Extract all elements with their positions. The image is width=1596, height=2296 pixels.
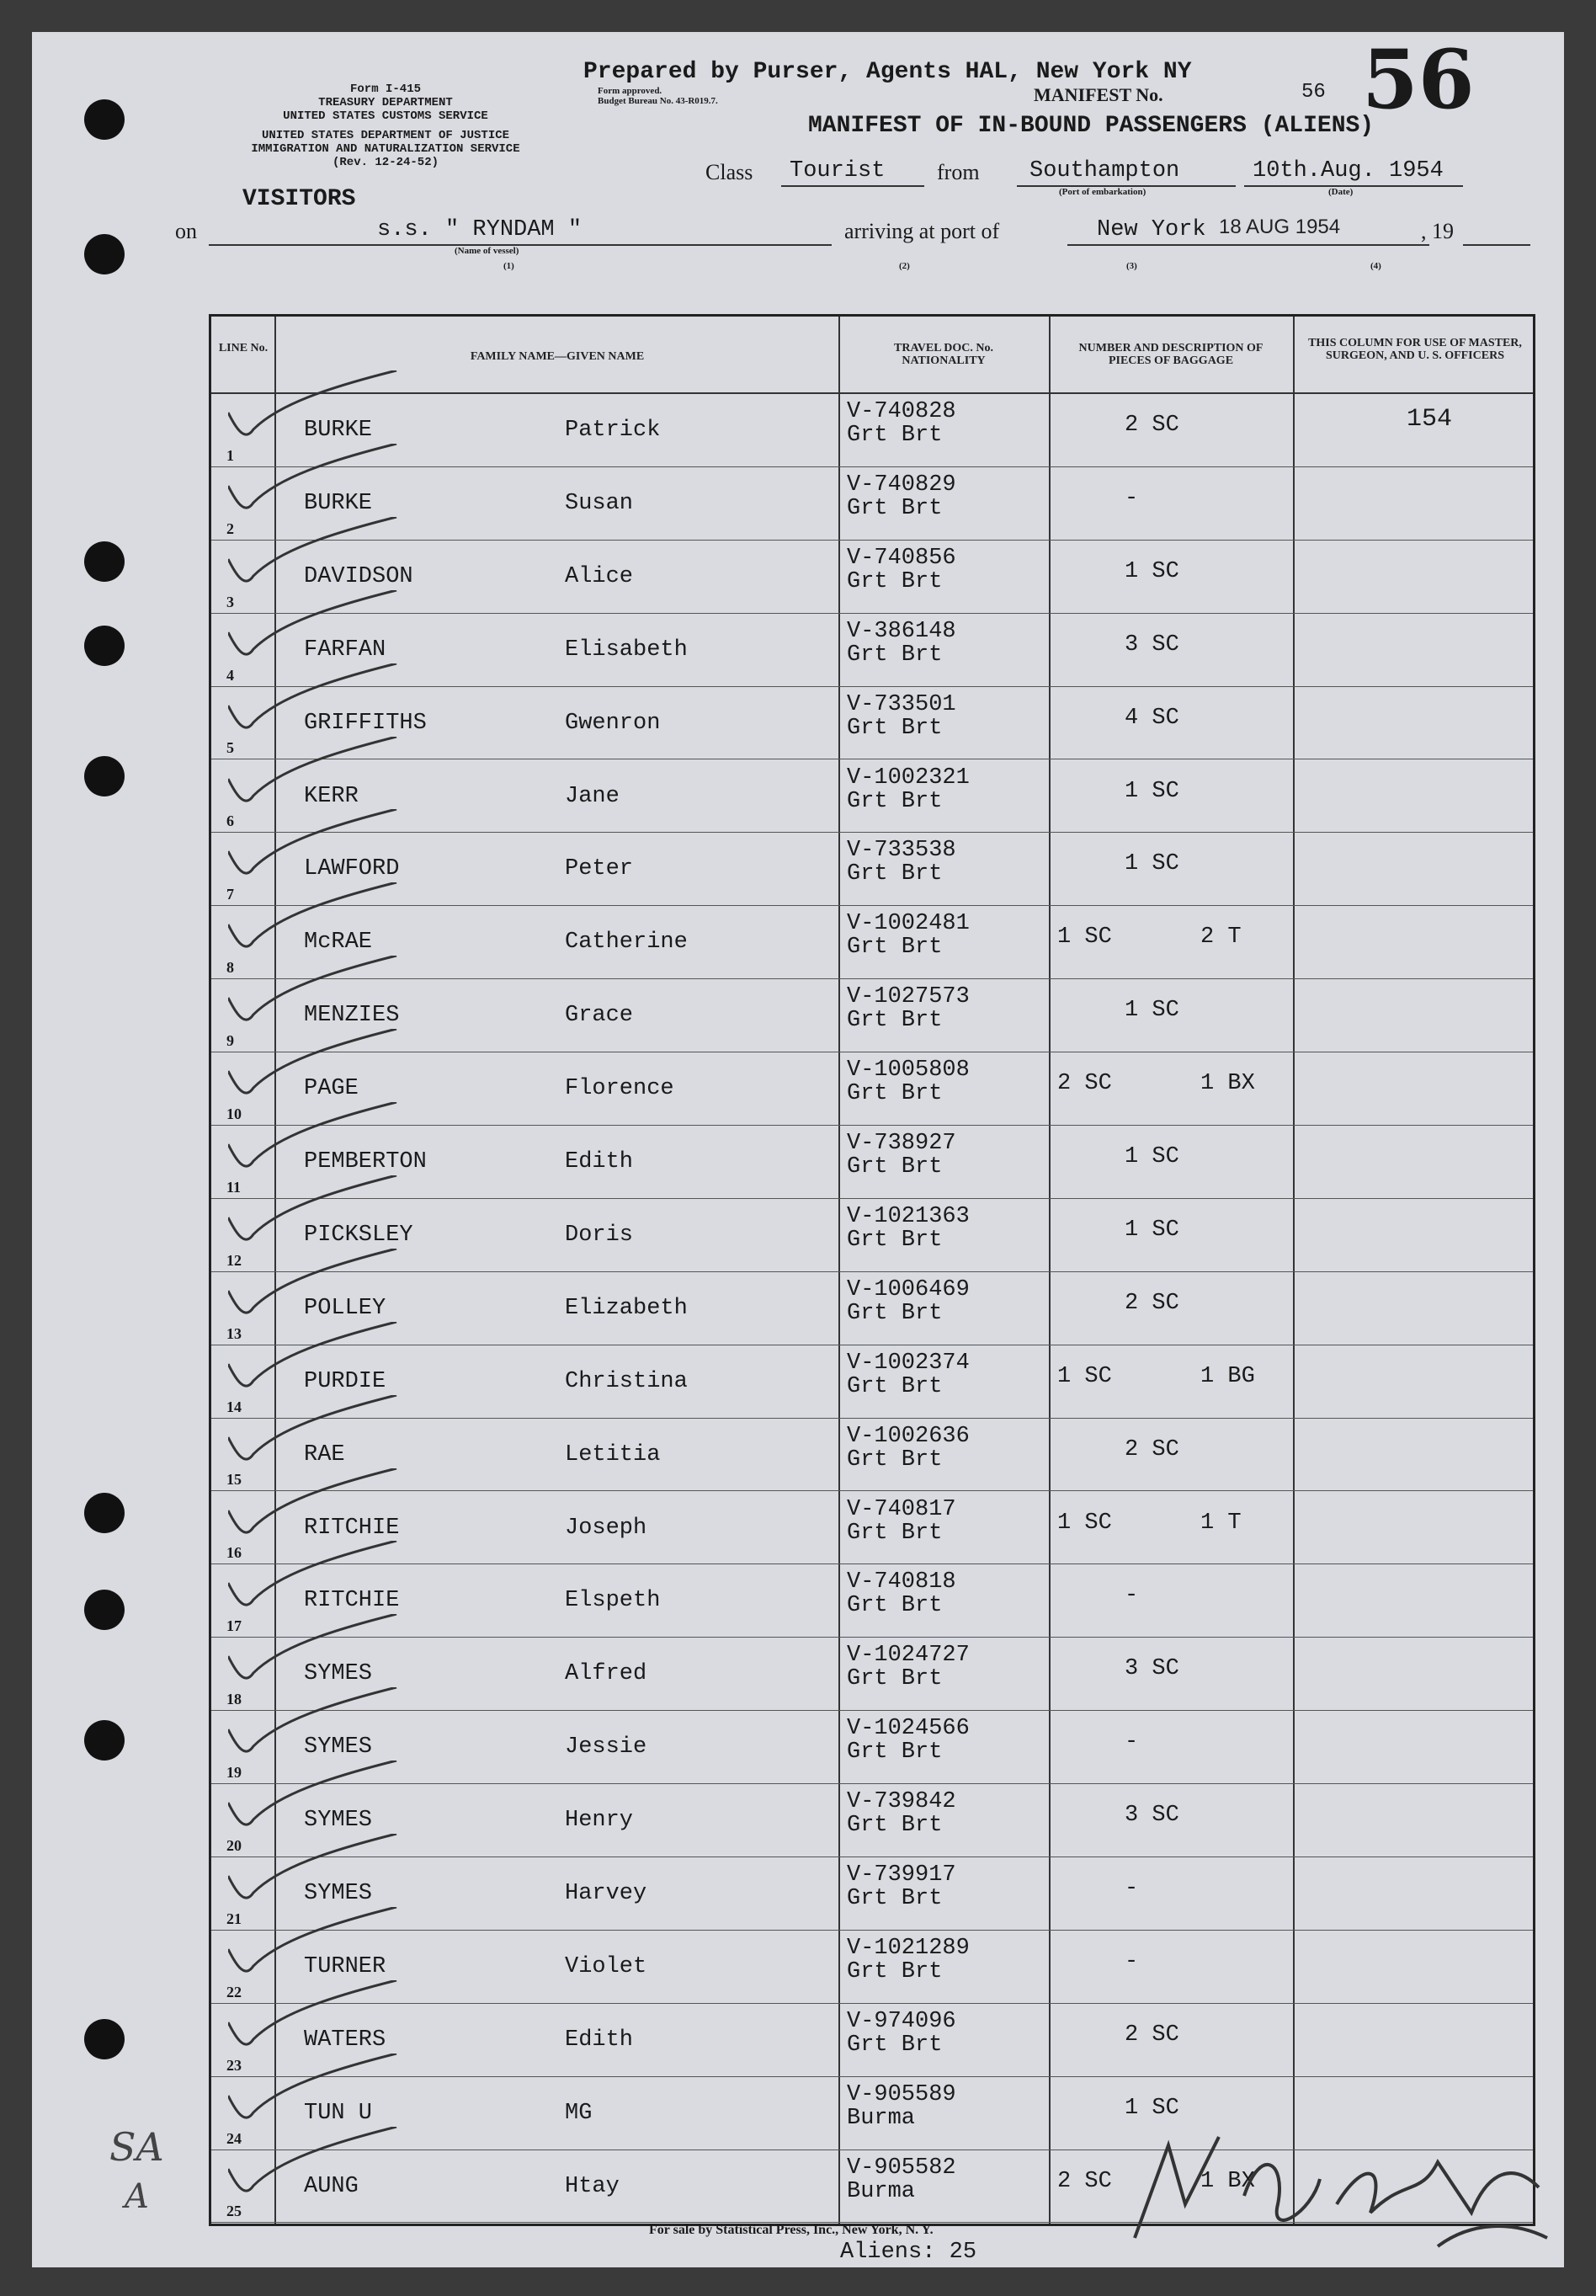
line-number: 25	[226, 2203, 242, 2220]
nationality: Grt Brt	[847, 1300, 943, 1326]
dept-treasury: TREASURY DEPARTMENT	[318, 96, 453, 109]
line-number: 1	[226, 446, 234, 464]
baggage-primary: 3 SC	[1125, 1803, 1179, 1829]
baggage-primary: 1 SC	[1057, 1510, 1112, 1536]
dept-customs: UNITED STATES CUSTOMS SERVICE	[283, 109, 488, 123]
col-marker-2: (2)	[899, 261, 910, 271]
nationality: Grt Brt	[847, 1227, 943, 1253]
table-row	[211, 1492, 1533, 1565]
header-line-no: LINE No.	[218, 342, 269, 354]
baggage-primary: 3 SC	[1125, 631, 1179, 658]
table-row	[211, 541, 1533, 614]
baggage-primary: -	[1125, 1948, 1139, 1974]
line-number: 5	[226, 739, 234, 757]
baggage-primary: -	[1125, 1876, 1139, 1901]
family-name: SYMES	[304, 1661, 373, 1687]
baggage-primary: 1 SC	[1125, 1144, 1179, 1169]
line-number: 3	[226, 593, 234, 610]
year-prefix: , 19	[1421, 219, 1454, 243]
given-name: Patrick	[565, 418, 661, 443]
line-number: 13	[226, 1324, 242, 1342]
given-name: Henry	[565, 1808, 634, 1834]
baggage-primary: 1 SC	[1125, 851, 1179, 877]
given-name: Edith	[565, 2027, 634, 2053]
baggage-primary: 2 SC	[1125, 1436, 1179, 1462]
family-name: TUN U	[304, 2100, 373, 2126]
family-name: MENZIES	[304, 1003, 400, 1029]
table-row	[211, 1199, 1533, 1272]
travel-doc-number: V-1021289	[847, 1935, 970, 1961]
line-number: 17	[226, 1617, 242, 1635]
header-officers: THIS COLUMN FOR USE OF MASTER, SURGEON, AND U. S. OFFICERS	[1308, 337, 1522, 362]
baggage-secondary: 1 T	[1200, 1510, 1242, 1536]
given-name: Elizabeth	[565, 1295, 688, 1321]
table-row	[211, 1564, 1533, 1638]
table-row	[211, 1784, 1533, 1857]
prepared-by: Prepared by Purser, Agents HAL, New York NY	[583, 59, 1192, 85]
table-row	[211, 1857, 1533, 1931]
family-name: DAVIDSON	[304, 563, 413, 589]
vessel-caption: (Name of vessel)	[455, 246, 519, 256]
given-name: Grace	[565, 1003, 634, 1029]
nationality: Burma	[847, 2178, 916, 2204]
nationality: Grt Brt	[847, 1008, 943, 1034]
family-name: POLLEY	[304, 1295, 386, 1321]
form-number: Form I-415	[349, 83, 421, 96]
given-name: Htay	[565, 2173, 620, 2199]
nationality: Grt Brt	[847, 788, 943, 814]
baggage-primary: -	[1125, 1583, 1139, 1609]
nationality: Grt Brt	[847, 1446, 943, 1473]
given-name: Florence	[565, 1076, 674, 1102]
line-number: 6	[226, 812, 234, 830]
travel-doc-number: V-739917	[847, 1862, 956, 1888]
family-name: PAGE	[304, 1076, 359, 1102]
given-name: MG	[565, 2100, 593, 2126]
form-approved: Form approved.	[598, 86, 662, 96]
given-name: Letitia	[565, 1441, 661, 1468]
baggage-primary: -	[1125, 1729, 1139, 1755]
nationality: Grt Brt	[847, 1958, 943, 1984]
table-row	[211, 1345, 1533, 1419]
line-number: 21	[226, 1910, 242, 1927]
family-name: BURKE	[304, 418, 373, 443]
given-name: Jane	[565, 783, 620, 809]
travel-doc-number: V-740818	[847, 1569, 956, 1595]
nationality: Grt Brt	[847, 495, 943, 521]
family-name: SYMES	[304, 1808, 373, 1834]
baggage-primary: 2 SC	[1125, 413, 1179, 438]
margin-note: SA	[109, 2124, 164, 2170]
punch-hole	[84, 99, 125, 140]
baggage-primary: 1 SC	[1125, 778, 1179, 804]
family-name: WATERS	[304, 2027, 386, 2053]
line-number: 22	[226, 1983, 242, 2000]
family-name: PICKSLEY	[304, 1222, 413, 1248]
given-name: Doris	[565, 1222, 634, 1248]
given-name: Violet	[565, 1953, 647, 1979]
nationality: Burma	[847, 2105, 916, 2131]
nationality: Grt Brt	[847, 1154, 943, 1180]
line-number: 14	[226, 1398, 242, 1415]
line-number: 11	[226, 1178, 242, 1196]
given-name: Alice	[565, 563, 634, 589]
punch-hole	[84, 1493, 125, 1533]
family-name: SYMES	[304, 1881, 373, 1906]
line-number: 12	[226, 1251, 242, 1269]
nationality: Grt Brt	[847, 423, 943, 448]
family-name: RAE	[304, 1441, 345, 1468]
arrival-date-stamp: 18 AUG 1954	[1219, 216, 1341, 238]
agency-block	[242, 83, 529, 123]
table-row	[211, 1419, 1533, 1492]
class-label: Class	[705, 160, 753, 184]
travel-doc-number: V-905589	[847, 2081, 956, 2107]
baggage-primary: 1 SC	[1125, 1217, 1179, 1243]
travel-doc-number: V-1024566	[847, 1716, 970, 1742]
travel-doc-number: V-1002321	[847, 764, 970, 791]
line-number: 4	[226, 666, 234, 684]
line-number: 10	[226, 1105, 242, 1122]
port-caption: (Port of embarkation)	[1059, 187, 1146, 197]
arrival-port: New York	[1097, 217, 1206, 242]
baggage-primary: 1 SC	[1057, 924, 1112, 951]
line-number: 8	[226, 959, 234, 977]
given-name: Elisabeth	[565, 637, 688, 663]
table-row	[211, 1126, 1533, 1199]
on-label: on	[175, 219, 197, 243]
family-name: AUNG	[304, 2173, 359, 2199]
agency-block-2	[184, 129, 588, 169]
line-number: 24	[226, 2129, 242, 2147]
given-name: Harvey	[565, 1881, 647, 1906]
family-name: RITCHIE	[304, 1588, 400, 1614]
baggage-primary: 1 SC	[1125, 558, 1179, 584]
family-name: BURKE	[304, 490, 373, 516]
line-number: 20	[226, 1836, 242, 1854]
nationality: Grt Brt	[847, 1520, 943, 1546]
baggage-secondary: 1 BG	[1200, 1363, 1255, 1389]
travel-doc-number: V-386148	[847, 618, 956, 644]
family-name: KERR	[304, 783, 359, 809]
baggage-secondary: 1 BX	[1200, 2168, 1255, 2194]
line-number: 19	[226, 1764, 242, 1782]
given-name: Joseph	[565, 1515, 647, 1541]
baggage-primary: 2 SC	[1057, 1071, 1112, 1097]
manifest-big-number: 56	[1362, 32, 1475, 127]
arriving-label: arriving at port of	[844, 219, 1000, 243]
given-name: Peter	[565, 856, 634, 882]
header-travel-doc: TRAVEL DOC. No. NATIONALITY	[894, 342, 993, 367]
col-marker-1: (1)	[503, 261, 514, 271]
manifest-title: MANIFEST OF IN-BOUND PASSENGERS (ALIENS)	[808, 113, 1375, 139]
table-row	[211, 687, 1533, 760]
given-name: Elspeth	[565, 1588, 661, 1614]
travel-doc-number: V-733501	[847, 691, 956, 717]
nationality: Grt Brt	[847, 715, 943, 741]
family-name: RITCHIE	[304, 1515, 400, 1541]
visitors-label: VISITORS	[242, 186, 356, 212]
baggage-primary: 4 SC	[1125, 705, 1179, 731]
header-baggage: NUMBER AND DESCRIPTION OF PIECES OF BAGGAGE	[1078, 342, 1264, 367]
table-row	[211, 1052, 1533, 1126]
nationality: Grt Brt	[847, 2032, 943, 2058]
table-row	[211, 760, 1533, 834]
line-number: 2	[226, 519, 234, 537]
baggage-primary: 2 SC	[1125, 1290, 1179, 1316]
given-name: Edith	[565, 1149, 634, 1175]
travel-doc-number: V-1002481	[847, 911, 970, 937]
line-number: 9	[226, 1032, 234, 1050]
line-number: 16	[226, 1544, 242, 1562]
punch-hole	[84, 1720, 125, 1761]
travel-doc-number: V-1024727	[847, 1643, 970, 1669]
baggage-primary: -	[1125, 485, 1139, 511]
travel-doc-number: V-739842	[847, 1789, 956, 1815]
nationality: Grt Brt	[847, 568, 943, 594]
family-name: FARFAN	[304, 637, 386, 663]
officer-signature	[1118, 2112, 1556, 2259]
travel-doc-number: V-1002636	[847, 1423, 970, 1449]
embarkation-date: 10th.Aug. 1954	[1253, 158, 1444, 184]
line-number: 15	[226, 1471, 242, 1489]
manifest-page	[32, 32, 1564, 2267]
family-name: LAWFORD	[304, 856, 400, 882]
margin-note-mark: A	[125, 2177, 149, 2216]
travel-doc-number: V-740829	[847, 471, 956, 498]
travel-doc-number: V-905582	[847, 2155, 956, 2181]
travel-doc-number: V-974096	[847, 2008, 956, 2034]
line-number: 7	[226, 886, 234, 903]
from-label: from	[937, 160, 980, 184]
table-row	[211, 614, 1533, 687]
aliens-total: Aliens: 25	[840, 2240, 977, 2265]
nationality: Grt Brt	[847, 935, 943, 961]
col-marker-3: (3)	[1126, 261, 1137, 271]
given-name: Christina	[565, 1368, 688, 1394]
punch-hole	[84, 626, 125, 666]
family-name: PURDIE	[304, 1368, 386, 1394]
nationality: Grt Brt	[847, 1813, 943, 1839]
nationality: Grt Brt	[847, 1081, 943, 1107]
travel-doc-number: V-740817	[847, 1496, 956, 1522]
table-row	[211, 979, 1533, 1052]
given-name: Gwenron	[565, 710, 661, 736]
baggage-primary: 1 SC	[1125, 2095, 1179, 2121]
table-row	[211, 1272, 1533, 1345]
baggage-primary: 1 SC	[1057, 1363, 1112, 1389]
table-row	[211, 906, 1533, 979]
family-name: McRAE	[304, 930, 373, 956]
travel-doc-number: V-1021363	[847, 1203, 970, 1229]
passenger-table	[209, 314, 1535, 2226]
table-row	[211, 2004, 1533, 2077]
family-name: PEMBERTON	[304, 1149, 427, 1175]
table-row	[211, 394, 1533, 467]
travel-doc-number: V-1006469	[847, 1276, 970, 1302]
baggage-primary: 1 SC	[1125, 998, 1179, 1024]
dept-immigration: IMMIGRATION AND NATURALIZATION SERVICE	[251, 142, 520, 156]
manifest-no-value: 56	[1301, 81, 1326, 104]
travel-doc-number: V-1002374	[847, 1350, 970, 1376]
dept-justice: UNITED STATES DEPARTMENT OF JUSTICE	[261, 129, 510, 142]
baggage-primary: 3 SC	[1125, 1656, 1179, 1682]
dept-revision: (Rev. 12-24-52)	[332, 156, 439, 169]
travel-doc-number: V-1005808	[847, 1057, 970, 1084]
travel-doc-number: V-740828	[847, 399, 956, 424]
table-row	[211, 1638, 1533, 1711]
given-name: Jessie	[565, 1734, 647, 1761]
nationality: Grt Brt	[847, 1886, 943, 1911]
line-number: 23	[226, 2056, 242, 2074]
family-name: GRIFFITHS	[304, 710, 427, 736]
punch-hole	[84, 234, 125, 274]
table-row	[211, 1711, 1533, 1784]
date-caption: (Date)	[1328, 187, 1354, 197]
header-name: FAMILY NAME—GIVEN NAME	[470, 350, 645, 363]
col-marker-4: (4)	[1370, 261, 1381, 271]
travel-doc-number: V-740856	[847, 545, 956, 571]
punch-hole	[84, 1590, 125, 1630]
officer-note: 154	[1407, 405, 1453, 434]
baggage-primary: 2 SC	[1057, 2168, 1112, 2194]
travel-doc-number: V-1027573	[847, 984, 970, 1010]
embarkation-port: Southampton	[1029, 158, 1180, 184]
punch-hole	[84, 541, 125, 582]
family-name: TURNER	[304, 1953, 386, 1979]
given-name: Susan	[565, 490, 634, 516]
nationality: Grt Brt	[847, 861, 943, 887]
nationality: Grt Brt	[847, 1373, 943, 1399]
nationality: Grt Brt	[847, 642, 943, 668]
table-row	[211, 833, 1533, 906]
punch-hole	[84, 2019, 125, 2059]
manifest-no-label: MANIFEST No.	[1034, 84, 1163, 105]
nationality: Grt Brt	[847, 1593, 943, 1619]
budget-bureau: Budget Bureau No. 43-R019.7.	[598, 96, 718, 106]
given-name: Alfred	[565, 1661, 647, 1687]
line-number: 18	[226, 1691, 242, 1708]
vessel-name: s.s. " RYNDAM "	[377, 217, 583, 242]
given-name: Catherine	[565, 930, 688, 956]
table-row	[211, 467, 1533, 541]
travel-doc-number: V-733538	[847, 838, 956, 864]
travel-doc-number: V-738927	[847, 1131, 956, 1156]
punch-hole	[84, 756, 125, 796]
baggage-secondary: 1 BX	[1200, 1071, 1255, 1097]
baggage-secondary: 2 T	[1200, 924, 1242, 951]
class-value: Tourist	[790, 158, 886, 184]
publisher-note: For sale by Statistical Press, Inc., New York, N. Y.	[649, 2223, 934, 2237]
table-row	[211, 1931, 1533, 2004]
nationality: Grt Brt	[847, 1666, 943, 1692]
baggage-primary: 2 SC	[1125, 2022, 1179, 2048]
nationality: Grt Brt	[847, 1739, 943, 1766]
family-name: SYMES	[304, 1734, 373, 1761]
